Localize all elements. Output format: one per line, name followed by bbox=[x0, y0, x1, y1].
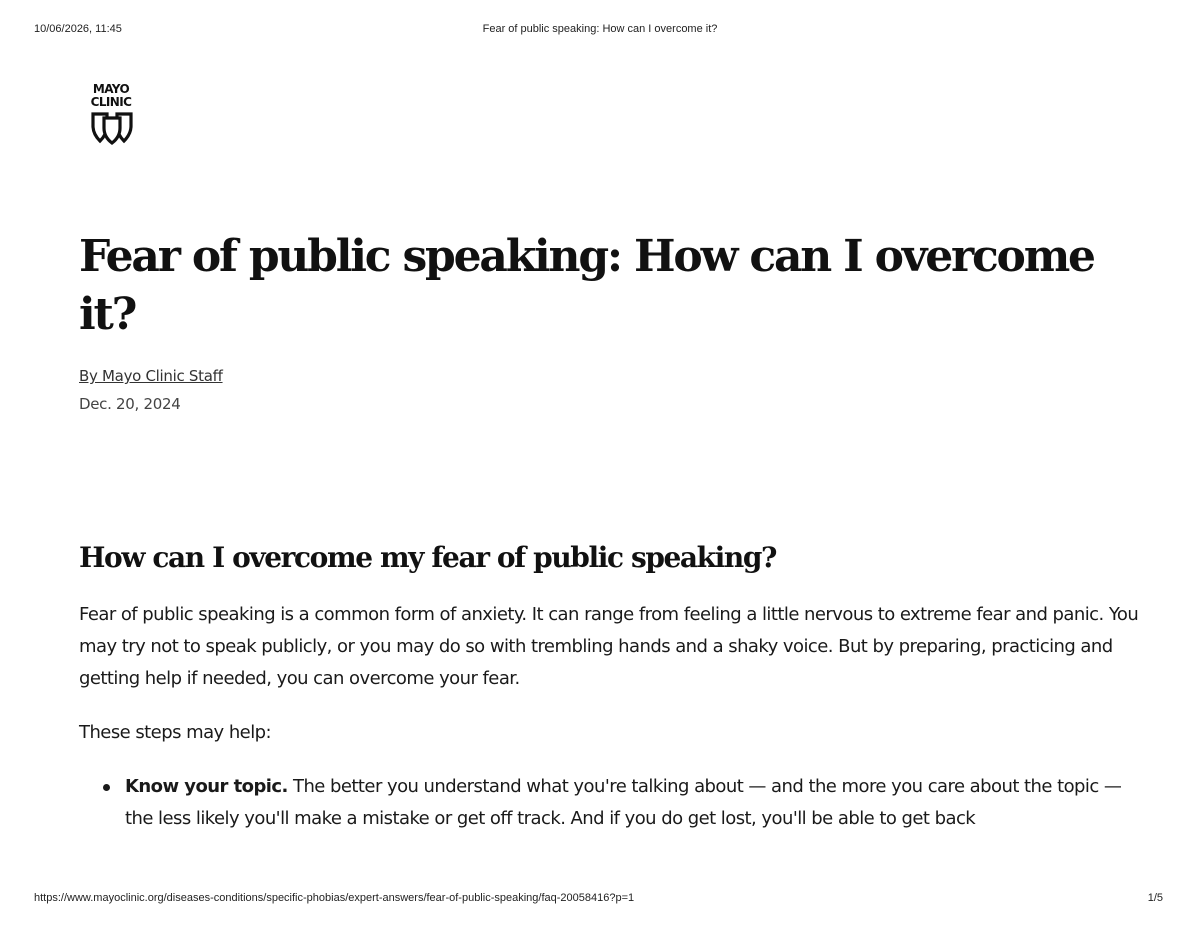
section-heading: How can I overcome my fear of public speaking? bbox=[79, 541, 777, 574]
print-footer bbox=[0, 892, 1200, 906]
step-label: Know your topic. bbox=[125, 776, 288, 797]
print-datetime: 10/06/2026, 11:45 bbox=[34, 23, 122, 35]
mayo-shields-icon bbox=[90, 111, 134, 145]
print-document-title: Fear of public speaking: How can I overcome it? bbox=[482, 23, 718, 35]
author-link[interactable]: By Mayo Clinic Staff bbox=[79, 367, 223, 385]
publish-date: Dec. 20, 2024 bbox=[79, 395, 181, 413]
mayo-clinic-logo[interactable] bbox=[84, 83, 140, 151]
logo-wordmark bbox=[83, 83, 139, 109]
logo-line-1: MAYO bbox=[92, 82, 130, 96]
intro-paragraph: Fear of public speaking is a common form of anxiety. It can range from feeling a little nervous to extreme fear and panic. You may try not to speak publicly, or you may do so with trembling hands and a shaky voice. But by preparing, practicing and getting help if needed, you can overcome your fear. bbox=[79, 604, 1139, 689]
steps-list bbox=[79, 771, 1139, 835]
step-text: The better you understand what you're talking about — and the more you care about the topic — the less likely you'll make a mistake or get off track. And if you do get lost, you'll be able to get back bbox=[125, 776, 1122, 829]
bullet-icon bbox=[103, 784, 110, 791]
logo-line-2: CLINIC bbox=[90, 95, 132, 109]
steps-intro-paragraph: These steps may help: bbox=[79, 722, 272, 743]
page-number: 1/5 bbox=[1147, 892, 1163, 904]
list-item bbox=[79, 771, 1139, 835]
print-url: https://www.mayoclinic.org/diseases-conditions/specific-phobias/expert-answers/fear-of-public-speaking/faq-20058416?p=1 bbox=[34, 892, 635, 904]
page-title: Fear of public speaking: How can I overcome it? bbox=[79, 231, 1094, 340]
